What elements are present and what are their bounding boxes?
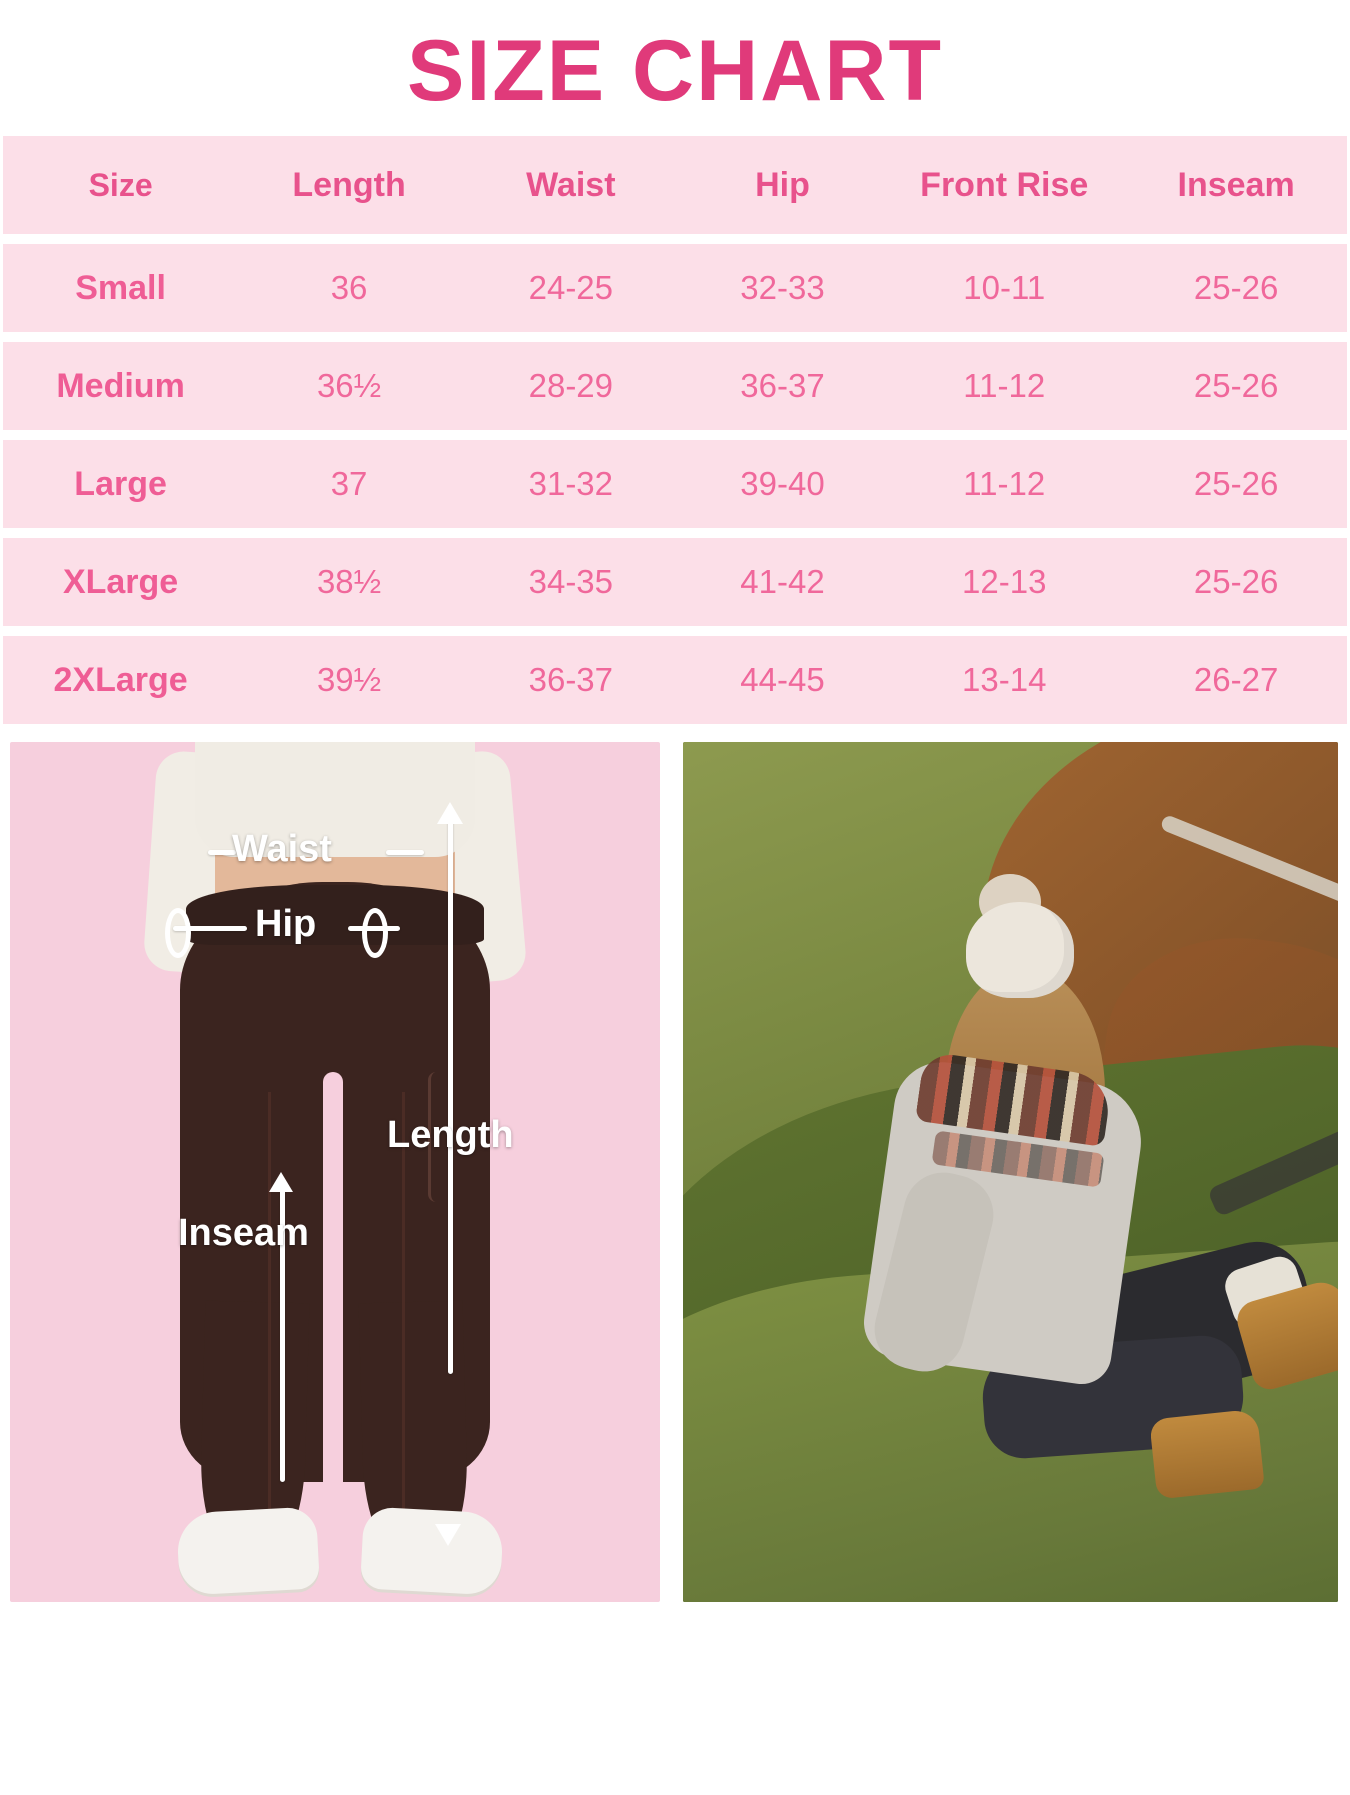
leggings-left-seam (268, 1092, 271, 1522)
model-boot-left (1149, 1409, 1265, 1500)
right-sneaker (360, 1507, 504, 1596)
cell-waist: 28-29 (460, 342, 682, 430)
column-header-length: Length (238, 136, 460, 234)
table-body (3, 244, 1347, 724)
page-title: SIZE CHART (407, 23, 943, 119)
cell-inseam: 26-27 (1125, 636, 1347, 724)
cell-hip: 41-42 (682, 538, 884, 626)
size-chart-table-wrap (0, 126, 1350, 734)
cell-length: 39½ (238, 636, 460, 724)
column-header-inseam: Inseam (1125, 136, 1347, 234)
cell-front-rise: 13-14 (883, 636, 1125, 724)
images-row (0, 734, 1350, 1614)
inseam-label: Inseam (178, 1212, 309, 1255)
column-header-waist: Waist (460, 136, 682, 234)
cell-length: 36 (238, 244, 460, 332)
hip-measure-cap-right (362, 908, 388, 958)
cell-front-rise: 11-12 (883, 440, 1125, 528)
cell-size: Medium (3, 342, 238, 430)
cell-inseam: 25-26 (1125, 538, 1347, 626)
length-measure-arrow (448, 814, 453, 1374)
length-label: Length (387, 1114, 514, 1157)
cell-length: 36½ (238, 342, 460, 430)
measurement-diagram-image (10, 742, 660, 1602)
inseam-arrowhead-up-icon (269, 1172, 293, 1192)
cell-inseam: 25-26 (1125, 440, 1347, 528)
cell-hip: 32-33 (682, 244, 884, 332)
leggings-model-illustration (10, 742, 660, 1602)
knit-beanie (966, 902, 1074, 998)
waist-measure-line-right (386, 850, 424, 855)
cell-size: 2XLarge (3, 636, 238, 724)
hillside-scene (683, 742, 1338, 1602)
leggings-waistband (186, 885, 484, 945)
length-arrowhead-up-icon (437, 802, 463, 824)
table-row (3, 244, 1347, 332)
table-row (3, 440, 1347, 528)
cell-inseam: 25-26 (1125, 244, 1347, 332)
table-row (3, 538, 1347, 626)
cell-waist: 34-35 (460, 538, 682, 626)
table-header (3, 136, 1347, 234)
legs-gap (323, 1072, 343, 1492)
cell-length: 37 (238, 440, 460, 528)
cell-inseam: 25-26 (1125, 342, 1347, 430)
cell-front-rise: 10-11 (883, 244, 1125, 332)
cell-size: Large (3, 440, 238, 528)
cell-front-rise: 11-12 (883, 342, 1125, 430)
cell-front-rise: 12-13 (883, 538, 1125, 626)
cell-waist: 36-37 (460, 636, 682, 724)
length-arrowhead-down-icon (435, 1524, 461, 1546)
waist-label: Waist (232, 828, 332, 871)
cell-hip: 36-37 (682, 342, 884, 430)
column-header-front-rise: Front Rise (883, 136, 1125, 234)
cell-length: 38½ (238, 538, 460, 626)
left-sneaker (176, 1507, 320, 1596)
cell-size: XLarge (3, 538, 238, 626)
table-header-row (3, 136, 1347, 234)
table-row (3, 636, 1347, 724)
cell-hip: 39-40 (682, 440, 884, 528)
cell-waist: 31-32 (460, 440, 682, 528)
cell-waist: 24-25 (460, 244, 682, 332)
column-header-size: Size (3, 136, 238, 234)
cell-hip: 44-45 (682, 636, 884, 724)
hip-label: Hip (255, 903, 317, 946)
size-chart-table (3, 126, 1347, 734)
cell-size: Small (3, 244, 238, 332)
table-row (3, 342, 1347, 430)
lifestyle-photo (683, 742, 1338, 1602)
column-header-hip: Hip (682, 136, 884, 234)
hip-measure-cap-left (165, 908, 191, 958)
